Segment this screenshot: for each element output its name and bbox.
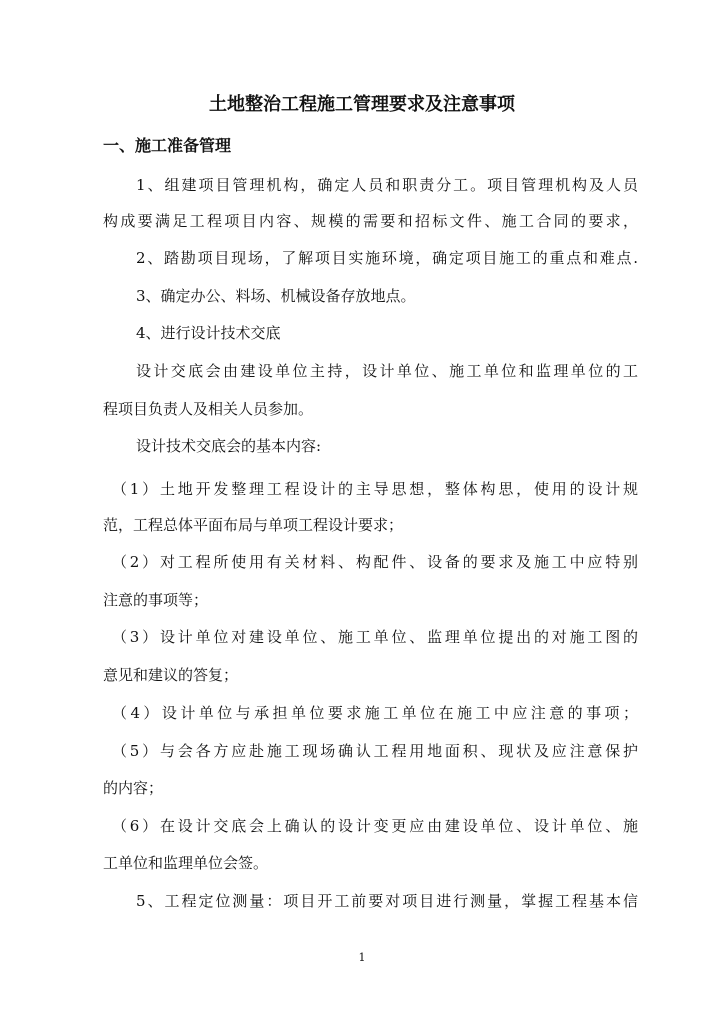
paragraph-line: 范，工程总体平面布局与单项工程设计要求； — [103, 516, 404, 534]
paragraph-line: 构成要满足工程项目内容、规模的需要和招标文件、施工合同的要求， — [103, 212, 638, 230]
paragraph-line: 程项目负责人及相关人员参加。 — [103, 400, 314, 418]
paragraph-line: 1、组建项目管理机构，确定人员和职责分工。项目管理机构及人员 — [136, 176, 638, 194]
section-heading: 一、施工准备管理 — [103, 136, 232, 155]
paragraph-line: 工单位和监理单位会签。 — [103, 854, 269, 872]
paragraph-line: 意见和建议的答复； — [103, 666, 239, 684]
paragraph-line: 2、踏勘项目现场，了解项目实施环境，确定项目施工的重点和难点. — [136, 249, 638, 267]
paragraph-line: （3）设计单位对建设单位、施工单位、监理单位提出的对施工图的 — [112, 628, 638, 646]
paragraph-line: 3、确定办公、料场、机械设备存放地点。 — [136, 287, 416, 305]
paragraph-line: （4）设计单位与承担单位要求施工单位在施工中应注意的事项； — [112, 704, 638, 722]
paragraph-line: 4、进行设计技术交底 — [136, 324, 281, 342]
paragraph-line: （5）与会各方应赴施工现场确认工程用地面积、现状及应注意保护 — [112, 742, 638, 760]
paragraph-line: 设计交底会由建设单位主持，设计单位、施工单位和监理单位的工 — [136, 362, 638, 380]
paragraph-line: 注意的事项等； — [103, 591, 209, 609]
page-number: 1 — [358, 951, 366, 964]
paragraph-line: 设计技术交底会的基本内容: — [136, 437, 322, 455]
paragraph-line: （2）对工程所使用有关材料、构配件、设备的要求及施工中应特别 — [112, 553, 638, 571]
paragraph-line: 5、工程定位测量：项目开工前要对项目进行测量，掌握工程基本信 — [136, 892, 638, 910]
document-title: 土地整治工程施工管理要求及注意事项 — [209, 94, 515, 115]
paragraph-line: （6）在设计交底会上确认的设计变更应由建设单位、设计单位、施 — [112, 817, 638, 835]
paragraph-line: （1）土地开发整理工程设计的主导思想，整体构思，使用的设计规 — [112, 480, 638, 498]
paragraph-line: 的内容； — [103, 779, 164, 797]
